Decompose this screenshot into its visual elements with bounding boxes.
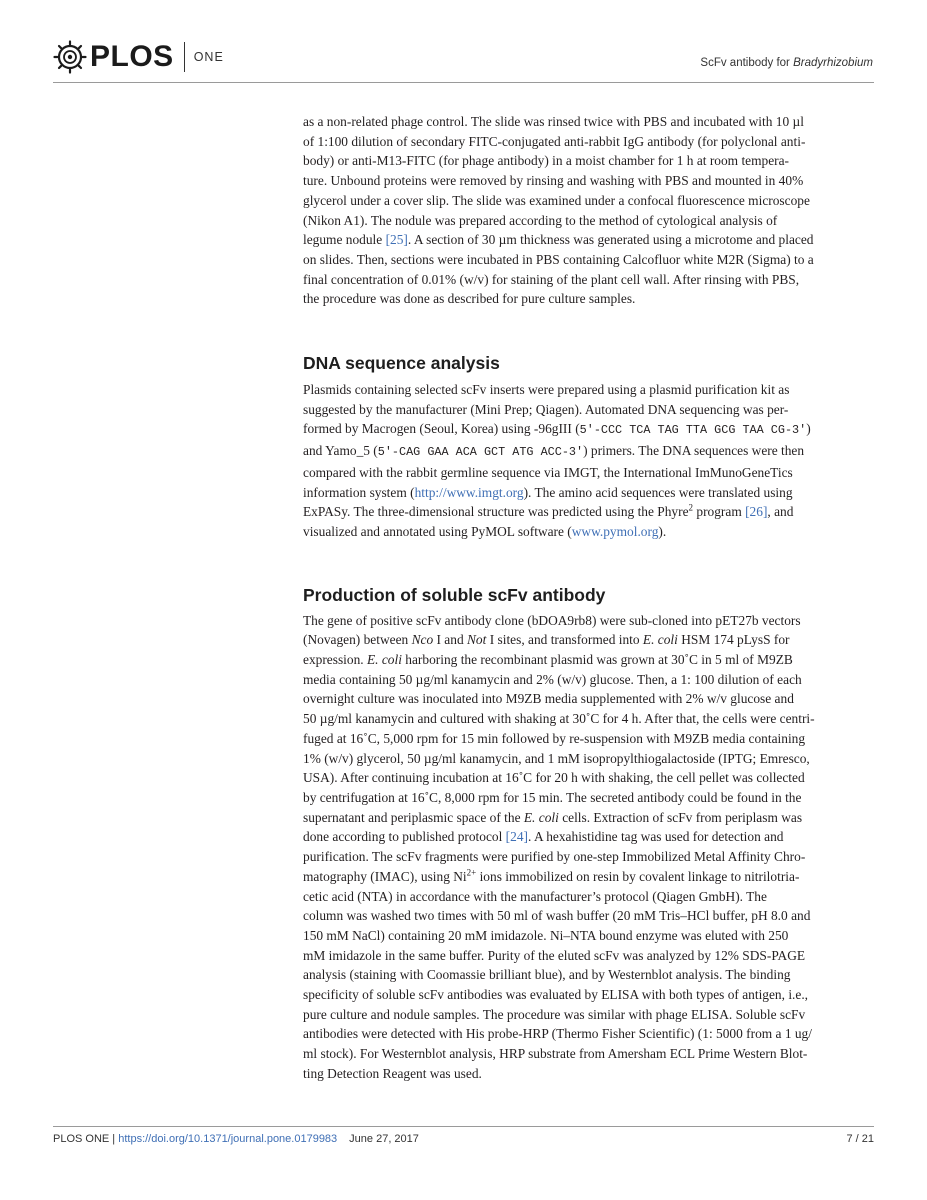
text-line bbox=[303, 151, 874, 171]
text-line bbox=[303, 483, 874, 503]
text-span bbox=[303, 808, 802, 828]
spacer bbox=[303, 309, 874, 352]
text-span bbox=[303, 502, 793, 522]
text-span: body) or anti-M13-FITC (for phage antibody) in a moist chamber for 1 h at room tempera- bbox=[303, 153, 790, 169]
text-line bbox=[303, 670, 874, 690]
section-heading-dna: DNA sequence analysis bbox=[303, 353, 500, 374]
text-line bbox=[303, 211, 874, 231]
text-span: I sites, and transformed into bbox=[486, 632, 643, 648]
citation-link[interactable]: [26] bbox=[745, 504, 768, 520]
text-span: as a non-related phage control. The slide was rinsed twice with PBS and incubated with 10 µl bbox=[303, 114, 804, 129]
text-line bbox=[303, 867, 874, 887]
text-line bbox=[303, 191, 874, 211]
text-line bbox=[303, 463, 874, 483]
text-span: expression. bbox=[303, 652, 367, 668]
text-span: media containing 50 µg/ml kanamycin and 2% (w/v) glucose. Then, a 1: 100 dilution of each bbox=[303, 671, 802, 687]
imgt-link[interactable]: http://www.imgt.org bbox=[414, 484, 524, 500]
text-line bbox=[303, 230, 874, 250]
italic-text: Nco bbox=[411, 632, 434, 648]
running-title-genus: Bradyrhizobium bbox=[793, 57, 873, 69]
logo-divider bbox=[184, 42, 185, 72]
text-span: analysis (staining with Coomassie brilliant blue), and by Westernblot analysis. The binding bbox=[303, 967, 791, 983]
text-span: (Nikon A1). The nodule was prepared according to the method of cytological analysis of bbox=[303, 212, 778, 228]
text-line bbox=[303, 250, 874, 270]
text-span: of 1:100 dilution of secondary FITC-conjugated anti-rabbit IgG antibody (for polyclonal anti- bbox=[303, 133, 806, 149]
text-span: supernatant and periplasmic space of the bbox=[303, 809, 524, 825]
text-span: . A hexahistidine tag was used for detection and bbox=[527, 829, 784, 845]
text-line bbox=[303, 946, 874, 966]
text-line bbox=[303, 400, 874, 420]
text-span: compared with the rabbit germline sequence via IMGT, the International ImMunoGeneTics bbox=[303, 464, 793, 480]
footer-journal: PLOS ONE | bbox=[53, 1133, 119, 1145]
paragraph-microscopy bbox=[303, 112, 874, 309]
text-line bbox=[303, 171, 874, 191]
citation-link[interactable]: [25] bbox=[385, 232, 408, 248]
text-line bbox=[303, 788, 874, 808]
italic-text: Not bbox=[467, 632, 487, 648]
text-span: 150 mM NaCl) containing 20 mM imidazole. Ni–NTA bound enzyme was eluted with 250 bbox=[303, 927, 789, 943]
text-line bbox=[303, 502, 874, 522]
text-span bbox=[303, 867, 799, 887]
page-number: 7 / 21 bbox=[846, 1133, 874, 1145]
text-span: ture. Unbound proteins were removed by rinsing and washing with PBS and mounted in 40% bbox=[303, 173, 804, 189]
primer-sequence: 5'-CAG GAA ACA GCT ATG ACC-3' bbox=[377, 445, 584, 460]
text-span: , and bbox=[767, 504, 794, 520]
text-span: ). bbox=[658, 523, 667, 539]
doi-link[interactable]: https://doi.org/10.1371/journal.pone.0179983 bbox=[118, 1133, 338, 1145]
paragraph-scfv-production bbox=[303, 611, 874, 1084]
text-span: cells. Extraction of scFv from periplasm was bbox=[558, 809, 803, 825]
text-line bbox=[303, 847, 874, 867]
text-span bbox=[303, 483, 793, 503]
text-span bbox=[303, 419, 811, 441]
text-line bbox=[303, 132, 874, 152]
text-span: ) bbox=[806, 421, 811, 437]
text-span: ). The amino acid sequences were translated using bbox=[523, 484, 793, 500]
text-span: on slides. Then, sections were incubated in PBS containing Calcofluor white M2R (Sigma) to a bbox=[303, 251, 814, 267]
text-line bbox=[303, 441, 874, 463]
text-span: HSM 174 pLysS for bbox=[677, 632, 790, 648]
text-line bbox=[303, 827, 874, 847]
footer-citation bbox=[53, 1133, 419, 1145]
italic-text: E. coli bbox=[642, 632, 678, 648]
header-divider bbox=[53, 82, 874, 83]
text-line bbox=[303, 270, 874, 290]
text-span: purification. The scFv fragments were purified by one-step Immobilized Metal Affinity Chro- bbox=[303, 849, 806, 865]
text-span: ions immobilized on resin by covalent linkage to nitrilotria- bbox=[476, 868, 800, 884]
page-header bbox=[0, 0, 927, 90]
text-span: ml stock). For Westernblot analysis, HRP substrate from Amersham ECL Prime Western Blot- bbox=[303, 1046, 808, 1062]
text-span: specificity of soluble scFv antibodies was evaluated by ELISA with both types of antigen, i.e., bbox=[303, 987, 809, 1003]
text-line bbox=[303, 768, 874, 788]
text-span: done according to published protocol bbox=[303, 829, 506, 845]
plos-logo-mark-icon bbox=[53, 40, 87, 74]
spacer bbox=[303, 542, 874, 584]
text-span: legume nodule bbox=[303, 232, 386, 248]
text-line bbox=[303, 611, 874, 631]
text-span: column was washed two times with 50 ml of wash buffer (20 mM Tris–HCl buffer, pH 8.0 and bbox=[303, 908, 811, 924]
paragraph-dna-sequence bbox=[303, 380, 874, 542]
text-span: 50 µg/ml kanamycin and cultured with shaking at 30˚C for 4 h. After that, the cells were centri- bbox=[303, 711, 815, 727]
text-line bbox=[303, 380, 874, 400]
text-line bbox=[303, 709, 874, 729]
text-span: I and bbox=[433, 632, 467, 648]
text-span: ExPASy. The three-dimensional structure was predicted using the Phyre bbox=[303, 504, 689, 520]
text-line bbox=[303, 965, 874, 985]
text-line bbox=[303, 650, 874, 670]
text-span: visualized and annotated using PyMOL software ( bbox=[303, 523, 572, 539]
plos-one-logo[interactable] bbox=[53, 40, 224, 74]
running-title bbox=[700, 57, 873, 69]
text-line bbox=[303, 906, 874, 926]
italic-text: E. coli bbox=[366, 652, 402, 668]
text-span: suggested by the manufacturer (Mini Prep; Qiagen). Automated DNA sequencing was per- bbox=[303, 401, 789, 417]
text-span: glycerol under a cover slip. The slide was examined under a confocal fluorescence microscope bbox=[303, 192, 810, 208]
running-title-prefix: ScFv antibody for bbox=[700, 57, 794, 69]
text-line bbox=[303, 689, 874, 709]
text-span: mM imidazole in the same buffer. Purity of the eluted scFv was analyzed by 12% SDS-PAGE bbox=[303, 947, 806, 963]
italic-text: E. coli bbox=[523, 809, 559, 825]
text-span: information system ( bbox=[303, 484, 415, 500]
text-line bbox=[303, 630, 874, 650]
footer-divider bbox=[53, 1126, 874, 1127]
text-span: pure culture and nodule samples. The procedure was similar with phage ELISA. Soluble scFv bbox=[303, 1006, 806, 1022]
text-line bbox=[303, 749, 874, 769]
pymol-link[interactable]: www.pymol.org bbox=[571, 523, 659, 539]
text-line bbox=[303, 112, 874, 132]
text-span: . A section of 30 µm thickness was generated using a microtome and placed bbox=[407, 232, 814, 248]
text-span: and Yamo_5 ( bbox=[303, 443, 378, 459]
text-span: fuged at 16˚C, 5,000 rpm for 15 min followed by re-suspension with M9ZB media containing bbox=[303, 730, 806, 746]
text-line bbox=[303, 729, 874, 749]
citation-link[interactable]: [24] bbox=[505, 829, 528, 845]
text-line bbox=[303, 887, 874, 907]
text-span: ting Detection Reagent was used. bbox=[303, 1065, 482, 1081]
text-line bbox=[303, 522, 874, 542]
text-span bbox=[303, 441, 804, 463]
text-span: cetic acid (NTA) in accordance with the manufacturer’s protocol (Qiagen GmbH). The bbox=[303, 888, 767, 904]
logo-one-text: ONE bbox=[193, 50, 224, 64]
text-span bbox=[303, 230, 813, 250]
logo-plos-text: PLOS bbox=[90, 40, 174, 73]
text-span: matography (IMAC), using Ni bbox=[303, 868, 467, 884]
text-line bbox=[303, 985, 874, 1005]
text-line bbox=[303, 808, 874, 828]
text-span: final concentration of 0.01% (w/v) for staining of the plant cell wall. After rinsing with PBS, bbox=[303, 271, 800, 287]
superscript: 2+ bbox=[466, 867, 477, 878]
text-span bbox=[303, 827, 783, 847]
text-line bbox=[303, 1044, 874, 1064]
text-span: harboring the recombinant plasmid was grown at 30˚C in 5 ml of M9ZB bbox=[401, 652, 793, 668]
text-span: antibodies were detected with His probe-HRP (Thermo Fisher Scientific) (1: 5000 from a 1 ug/ bbox=[303, 1026, 812, 1042]
text-span bbox=[303, 650, 793, 670]
text-span: program bbox=[693, 504, 746, 520]
text-span: USA). After continuing incubation at 16˚C for 20 h with shaking, the cell pellet was collected bbox=[303, 770, 805, 786]
superscript: 2 bbox=[688, 502, 694, 513]
text-line bbox=[303, 419, 874, 441]
text-span: (Novagen) between bbox=[303, 632, 412, 648]
text-span: Plasmids containing selected scFv inserts were prepared using a plasmid purification kit as bbox=[303, 382, 790, 398]
text-span: ) primers. The DNA sequences were then bbox=[583, 443, 805, 459]
text-line bbox=[303, 1024, 874, 1044]
text-line bbox=[303, 289, 874, 309]
primer-sequence: 5'-CCC TCA TAG TTA GCG TAA CG-3' bbox=[579, 423, 807, 438]
text-span: overnight culture was inoculated into M9ZB media supplemented with 2% w/v glucose and bbox=[303, 691, 794, 707]
text-line bbox=[303, 1005, 874, 1025]
text-span bbox=[303, 630, 790, 650]
section-heading-production: Production of soluble scFv antibody bbox=[303, 584, 606, 605]
text-span: the procedure was done as described for pure culture samples. bbox=[303, 291, 636, 307]
text-line bbox=[303, 926, 874, 946]
text-span: formed by Macrogen (Seoul, Korea) using -96gIII ( bbox=[303, 421, 580, 437]
text-span: 1% (w/v) glycerol, 50 µg/ml kanamycin, and 1 mM isopropylthiogalactoside (IPTG; Emresco, bbox=[303, 750, 810, 766]
article-body bbox=[303, 112, 874, 1084]
footer-date: June 27, 2017 bbox=[349, 1133, 419, 1145]
text-span: by centrifugation at 16˚C, 8,000 rpm for 15 min. The secreted antibody could be found in the bbox=[303, 789, 802, 805]
text-line bbox=[303, 1064, 874, 1084]
text-span: The gene of positive scFv antibody clone (bDOA9rb8) were sub-cloned into pET27b vectors bbox=[303, 612, 801, 628]
